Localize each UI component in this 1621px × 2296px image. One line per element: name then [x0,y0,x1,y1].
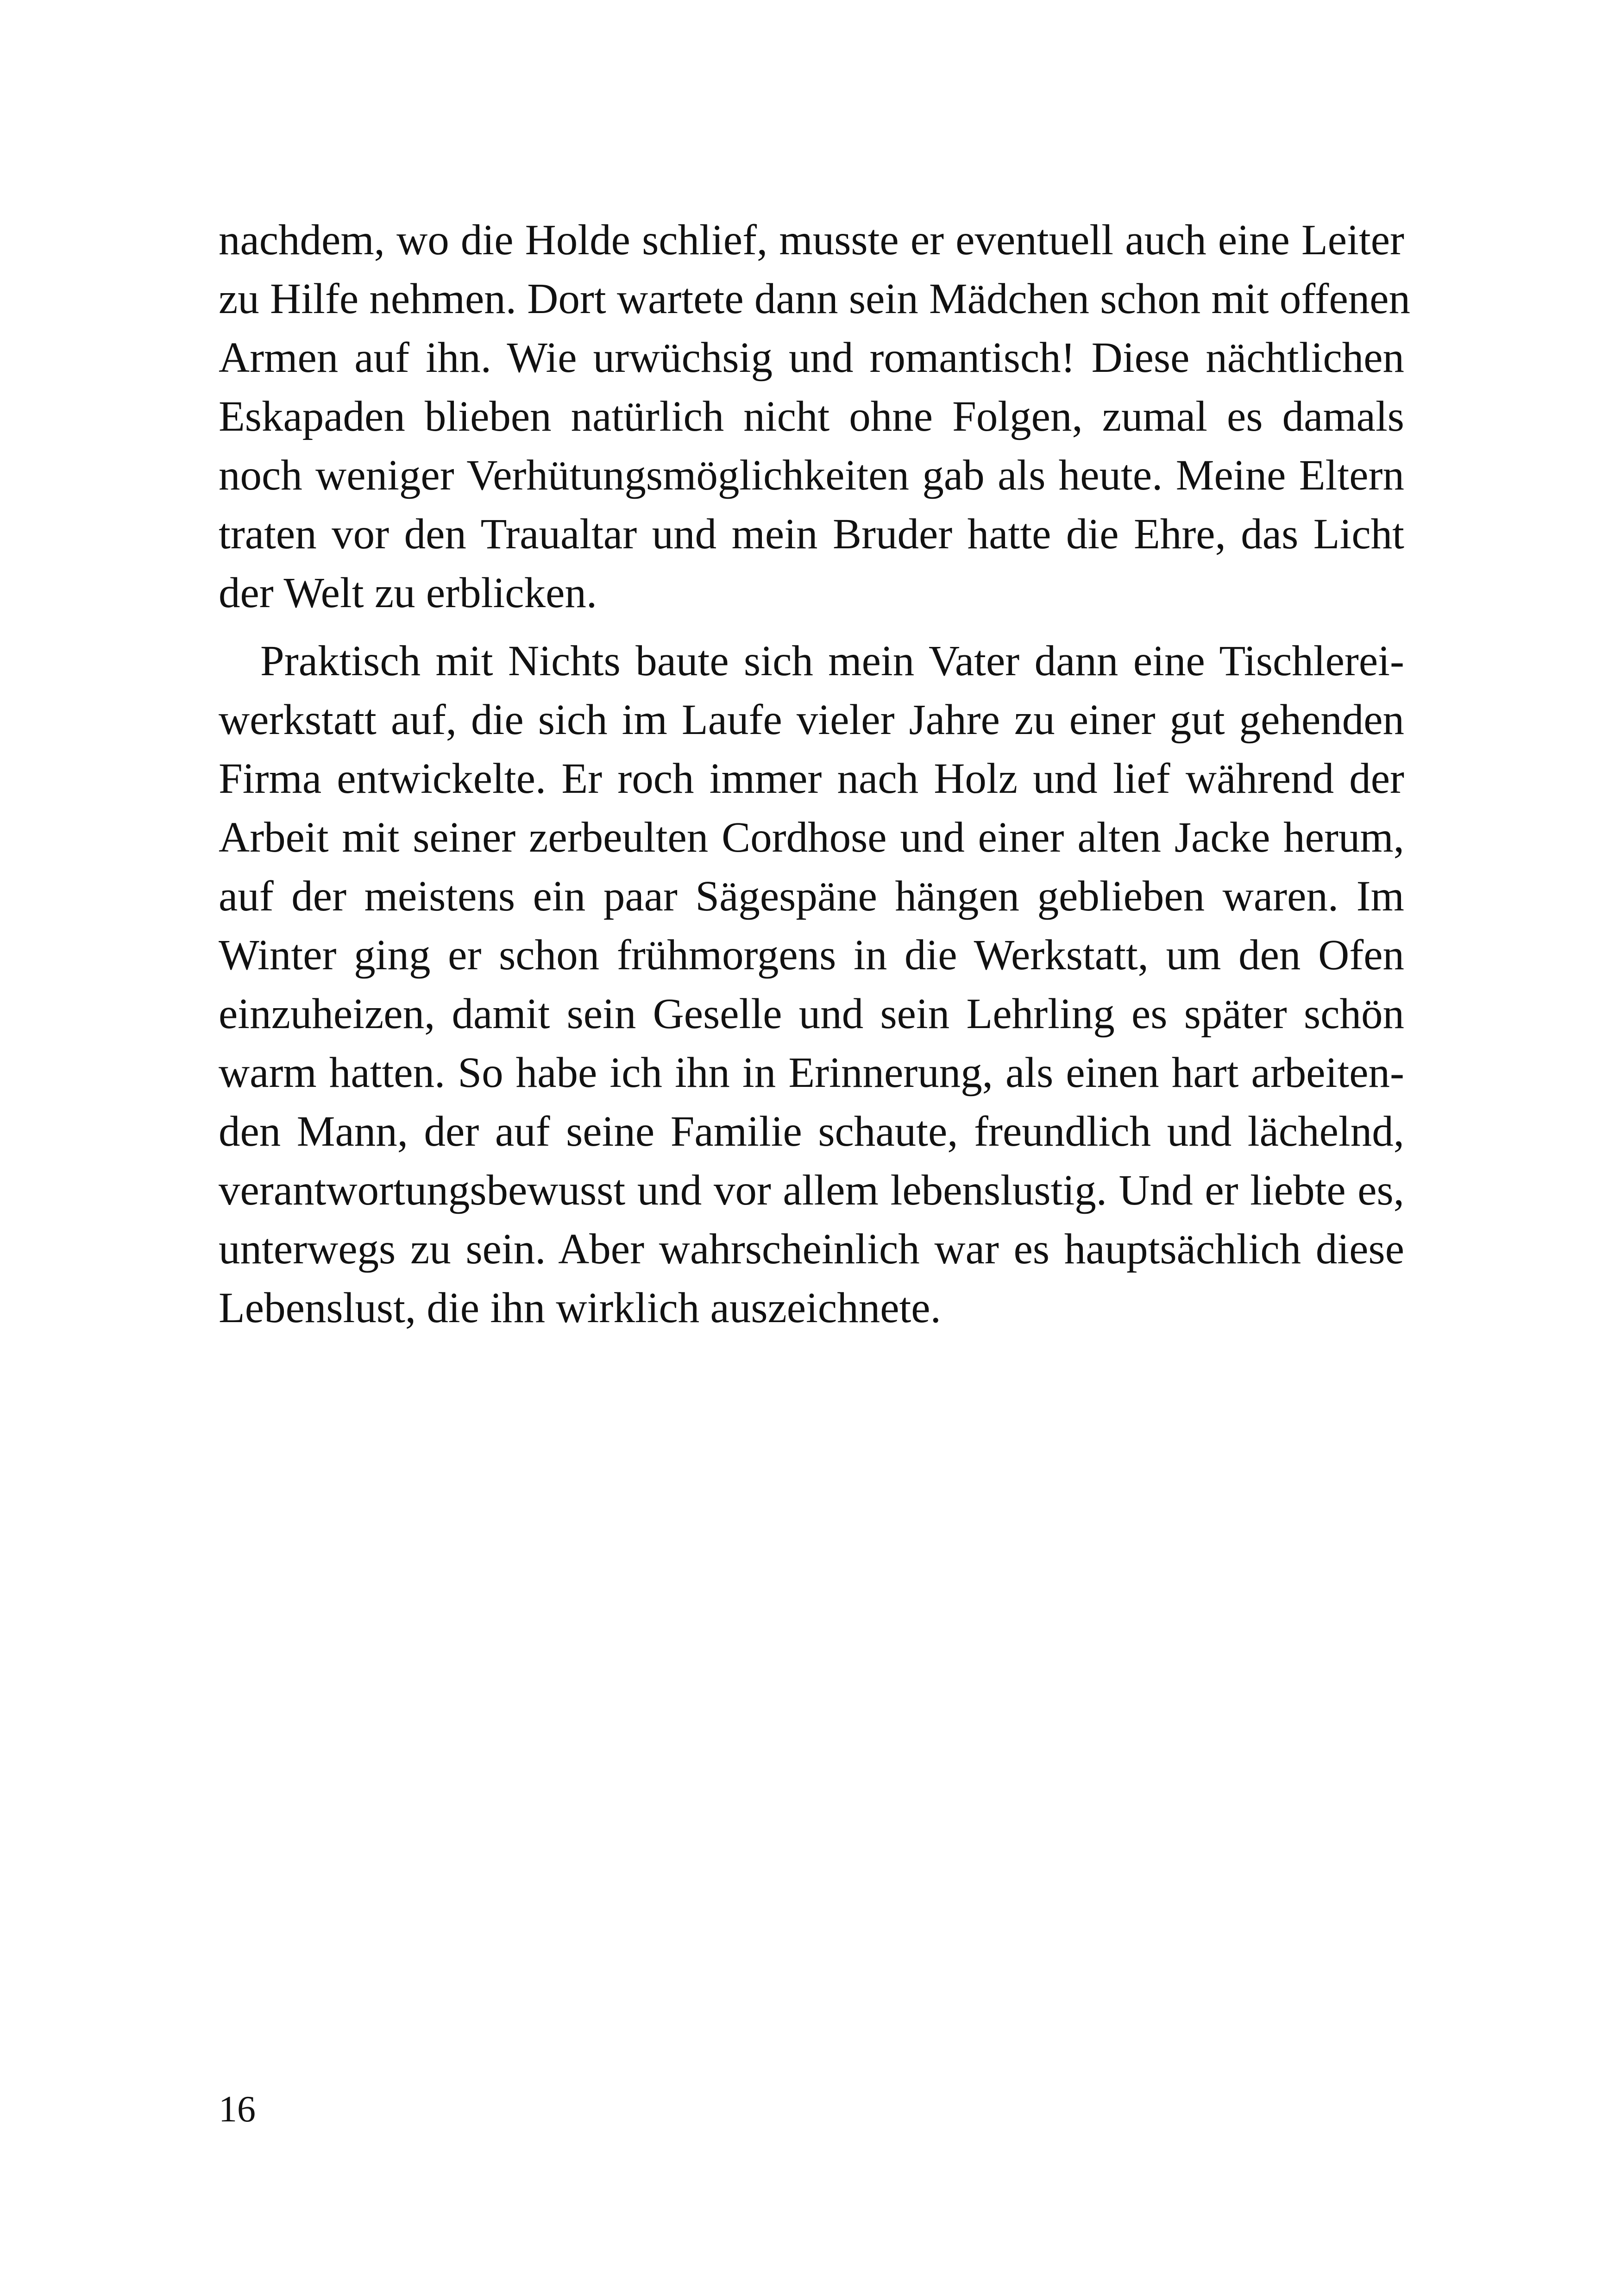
text-line: Lebenslust, die ihn wirklich auszeichnete. [219,1284,941,1332]
text-line: unterwegs zu sein. Aber wahrscheinlich war es hauptsächlich diese [219,1225,1404,1273]
text-line: verantwortungsbewusst und vor allem lebenslustig. Und er liebte es, [219,1167,1404,1214]
text-line: werkstatt auf, die sich im Laufe vieler Jahre zu einer gut gehenden [219,696,1404,744]
text-line: noch weniger Verhütungsmöglichkeiten gab als heute. Meine Eltern [219,452,1404,499]
text-line: einzuheizen, damit sein Geselle und sein Lehrling es später schön [219,990,1404,1038]
page-number: 16 [219,2089,256,2130]
body-text [219,211,1411,1337]
text-line: Arbeit mit seiner zerbeulten Cordhose und einer alten Jacke herum, [219,814,1404,861]
text-line: der Welt zu erblicken. [219,569,597,617]
text-line: Eskapaden blieben natürlich nicht ohne Folgen, zumal es damals [219,393,1404,440]
paragraph-1 [219,211,1411,622]
text-line: traten vor den Traualtar und mein Bruder hatte die Ehre, das Licht [219,510,1404,558]
text-line: nachdem, wo die Holde schlief, musste er eventuell auch eine Leiter [219,216,1404,264]
paragraph-2 [219,632,1404,1337]
text-line: zu Hilfe nehmen. Dort wartete dann sein Mädchen schon mit offenen [219,275,1411,323]
text-line: warm hatten. So habe ich ihn in Erinnerung, als einen hart arbeiten- [219,1049,1404,1097]
text-line: Winter ging er schon frühmorgens in die Werkstatt, um den Ofen [219,931,1404,979]
text-line: auf der meistens ein paar Sägespäne hängen geblieben waren. Im [219,872,1404,920]
text-line: Praktisch mit Nichts baute sich mein Vater dann eine Tischlerei- [260,637,1404,685]
text-line: Armen auf ihn. Wie urwüchsig und romantisch! Diese nächtlichen [219,334,1404,382]
text-line: Firma entwickelte. Er roch immer nach Holz und lief während der [219,755,1404,803]
text-line: den Mann, der auf seine Familie schaute, freundlich und lächelnd, [219,1108,1404,1155]
